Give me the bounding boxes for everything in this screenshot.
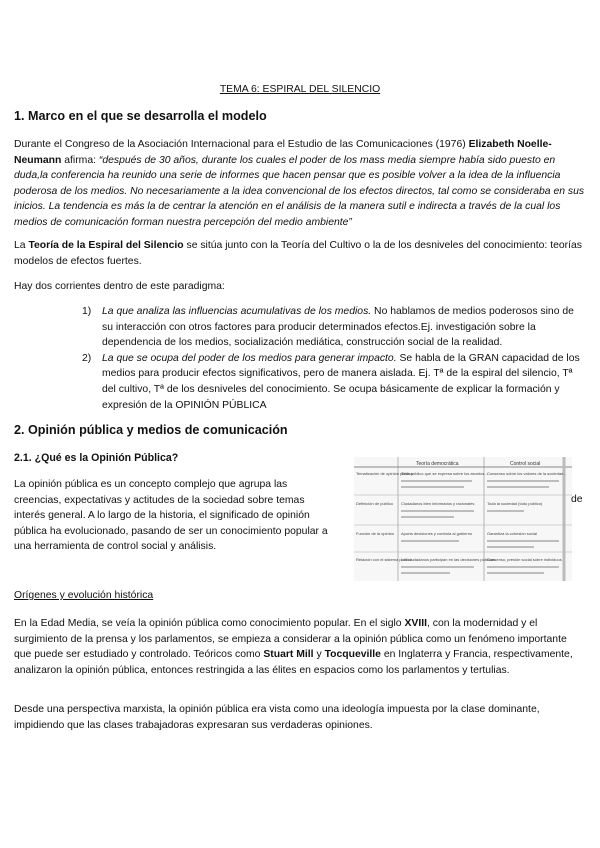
p2-b: , con la modernidad y el surgimiento de la prensa y los parlamentos, se empieza a considerar a la opinión pública como un fenómeno importante que puede ser estudiado y controlado. Teóricos como: [14, 618, 567, 661]
p1-author: Elizabeth Noelle-Neumann: [14, 139, 552, 166]
section-2-paragraph-1: La opinión pública es un concepto complejo que agrupa las creencias, expectativas y actitudes de la sociedad sobre temas interés general. A lo largo de la historia, el significado de opinión pública ha evolucionado, pasando de ser un conocimiento popular a una herramienta de control social y análisis.: [14, 479, 328, 553]
figure-row-label: Definición de público: [356, 501, 393, 506]
p2-mill: Stuart Mill: [263, 649, 314, 661]
p2-a: En la Edad Media, se veía la opinión pública como conocimiento popular. En el siglo: [14, 618, 405, 629]
section-2-paragraph-3: Desde una perspectiva marxista, la opinión pública era vista como una ideología impuesta por la clase dominante, impidiendo que las clases trabajadoras expresaran sus verdaderas opiniones.: [14, 704, 540, 731]
figure-cell: Consenso sobre los valores de la sociedad...: [487, 471, 567, 476]
list-item-text: Se habla de la GRAN capacidad de los medios para producir efectos significativos, pero de manera aislada. Ej. Tª de la espiral del silencio, Tª del cultivo, Tª de los desniveles del conocimiento. Se ocupa básicamente de explicar la formación y expresión de la OPINIÓN PÚBLICA: [102, 352, 580, 411]
list-item-italic: La que analiza las influencias acumulativas de los medios.: [102, 306, 372, 317]
figure-cell: Aporta decisiones y controla al gobierno: [401, 531, 473, 536]
figure-col-header: Teoría democrática: [416, 461, 459, 467]
section-1-paragraph-3: Hay dos corrientes dentro de este paradigma:: [14, 281, 225, 292]
figure-row-label: Función de la opinión: [356, 531, 395, 536]
figure-cell: Los ciudadanos participan en las decisiones públicas: [401, 557, 496, 562]
list-item-number: 2): [82, 352, 92, 364]
p2-b: se sitúa junto con la Teoría del Cultivo o la de los desniveles del conocimiento: teorías modelos de efectos fuertes.: [14, 240, 582, 267]
p2-c: en Inglaterra y Francia, respectivamente, analizaron la opinión pública, entonces restringida a las élites en espacios como los parlamentos y tertulias.: [14, 649, 573, 676]
p1-intro: Durante el Congreso de la Asociación Internacional para el Estudio de las Comunicaciones (1976): [14, 139, 469, 150]
figure-cell: Toda la sociedad (todo público): [487, 501, 543, 506]
list-item: [82, 351, 586, 413]
figure-col-header: Control social: [510, 461, 541, 467]
figure-cell: Todo público que se expresa sobre los asuntos...: [401, 471, 488, 476]
list-item-text: No hablamos de medios poderosos sino de su interacción con otros factores para producir determinados efectos.Ej. investigación sobre la dependencia de los medios, socialización mediática, construcción social de la realidad.: [102, 306, 574, 349]
list-item-italic: La que se ocupa del poder de los medios para generar impacto.: [102, 352, 397, 364]
section-1-paragraph-2: [14, 238, 586, 269]
section-1-heading: 1. Marco en el que se desarrolla el modelo: [14, 109, 267, 123]
p2-and: y: [313, 649, 325, 661]
section-2-1-heading: 2.1. ¿Qué es la Opinión Pública?: [14, 452, 179, 464]
section-2-paragraph-2: [14, 616, 586, 678]
document-title: TEMA 6: ESPIRAL DEL SILENCIO: [219, 84, 381, 95]
figure-cell: Garantiza la cohesión social: [487, 531, 538, 536]
p1-verb: afirma:: [61, 154, 99, 166]
figure-row-label: Tematización de opinión pública: [356, 471, 413, 476]
p2-a: La: [14, 240, 29, 251]
origins-heading: Orígenes y evolución histórica: [14, 590, 154, 601]
currents-list: [82, 304, 586, 413]
figure-trailing-text: de: [571, 494, 583, 505]
section-1-paragraph-1: [14, 137, 586, 231]
list-item: [82, 304, 586, 351]
section-2-heading: 2. Opinión pública y medios de comunicación: [14, 423, 288, 437]
p2-century: XVIII: [404, 618, 427, 629]
comparison-table-graphic: [354, 457, 572, 581]
figure-cell: Ciudadanos bien informados y racionales: [401, 501, 475, 506]
figure-cell: Consenso, presión social sobre individuos: [487, 557, 562, 562]
list-item-number: 1): [82, 306, 92, 317]
p1-quote: “después de 30 años, durante los cuales el poder de los mass media siempre había sido puesto en duda,la conferencia ha reunido una serie de informes que hacen pensar que es posible volver a la idea de la influencia poderosa de los medios. No necesariamente a la idea convencional de los efectos directos, tal como se consideraba en sus inicios. La tendencia es más la de centrar la atención en el análisis de la manera sutil e indirecta a través de la cual los medios de comunicación forman nuestra percepción del medio ambiente”: [14, 154, 585, 229]
p2-bold: Teoría de la Espiral del Silencio: [28, 240, 184, 251]
comparison-table-image: [354, 457, 572, 581]
p2-tocqueville: Tocqueville: [324, 649, 381, 661]
figure-row-label: Relación con el sistema político: [356, 557, 413, 562]
